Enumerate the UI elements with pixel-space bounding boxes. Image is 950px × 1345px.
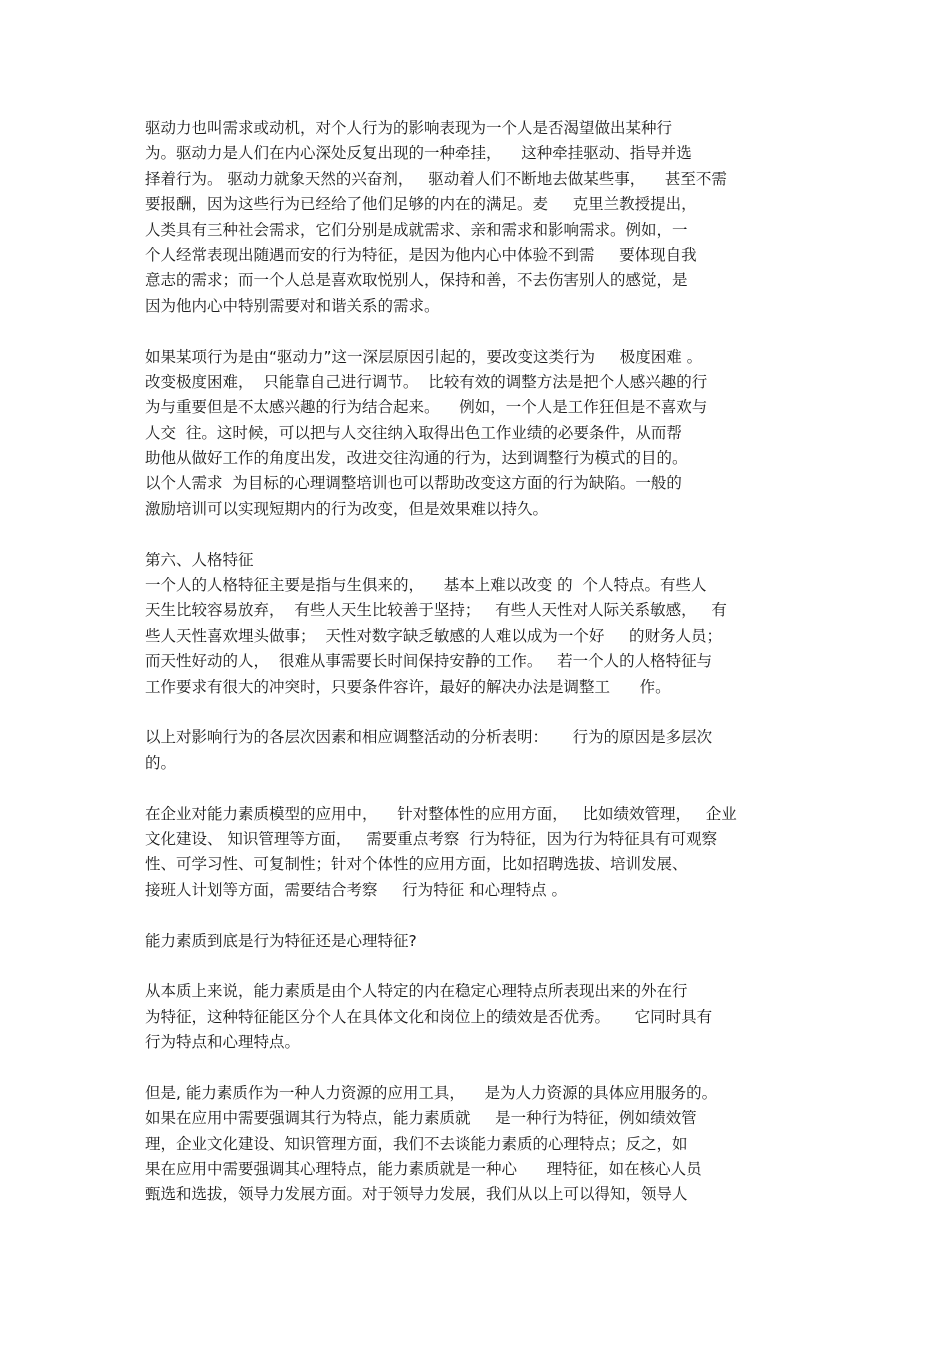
- text-line: 接班人计划等方面，需要结合考察 行为特征 和心理特点 。: [145, 880, 567, 899]
- text-line: 人类具有三种社会需求，它们分别是成就需求、亲和需求和影响需求。例如，一: [145, 220, 688, 239]
- paragraph-however: [145, 1081, 815, 1208]
- text-line: 些人天性喜欢埋头做事； 天性对数字缺乏敏感的人难以成为一个好 的财务人员；: [145, 626, 722, 645]
- text-line: 行为特点和心理特点。: [145, 1033, 301, 1052]
- paragraph-analysis: [145, 725, 815, 776]
- text-line: 天生比较容易放弃， 有些人天生比较善于坚持； 有些人天性对人际关系敏感， 有: [145, 601, 727, 620]
- text-line: 驱动力也叫需求或动机，对个人行为的影响表现为一个人是否渴望做出某种行: [145, 119, 673, 137]
- paragraph-personality: [145, 548, 815, 700]
- text-line: 以个人需求 为目标的心理调整培训也可以帮助改变这方面的行为缺陷。一般的: [145, 474, 682, 493]
- text-line: 改变极度困难， 只能靠自己进行调节。 比较有效的调整方法是把个人感兴趣的行: [145, 372, 708, 391]
- paragraph-gap: [145, 954, 815, 979]
- text-line: 意志的需求；而一个人总是喜欢取悦别人，保持和善，不去伤害别人的感觉，是: [145, 271, 688, 290]
- text-line: 为与重要但是不太感兴趣的行为结合起来。 例如，一个人是工作狂但是不喜欢与: [145, 398, 708, 417]
- text-line: 择着行为。 驱动力就象天然的兴奋剂， 驱动着人们不断地去做某些事， 甚至不需: [145, 169, 727, 188]
- text-line: 人交 往。这时候，可以把与人交往纳入取得出色工作业绩的必要条件，从而帮: [145, 423, 682, 442]
- text-line: 助他从做好工作的角度出发，改进交往沟通的行为，达到调整行为模式的目的。: [145, 449, 688, 468]
- text-line: 在企业对能力素质模型的应用中， 针对整体性的应用方面， 比如绩效管理， 企业: [145, 804, 737, 823]
- paragraph-gap: [145, 522, 815, 547]
- text-line: 如果某项行为是由“驱动力”这一深层原因引起的，要改变这类行为 极度困难 。: [145, 347, 703, 366]
- text-line: 以上对影响行为的各层次因素和相应调整活动的分析表明： 行为的原因是多层次: [145, 728, 713, 747]
- paragraph-gap: [145, 319, 815, 344]
- text-line: 要报酬，因为这些行为已经给了他们足够的内在的满足。麦 克里兰教授提出，: [145, 195, 697, 214]
- text-line: 一个人的人格特征主要是指与生俱来的， 基本上难以改变 的 个人特点。有些人: [145, 576, 707, 595]
- text-line: 为。驱动力是人们在内心深处反复出现的一种牵挂， 这种牵挂驱动、指导并选: [145, 144, 692, 163]
- section-heading: 第六、人格特征: [145, 550, 254, 569]
- paragraph-gap: [145, 776, 815, 801]
- paragraph-essence: [145, 979, 815, 1055]
- text-line: 工作要求有很大的冲突时，只要条件容许，最好的解决办法是调整工 作。: [145, 677, 671, 696]
- paragraph-application: [145, 802, 815, 904]
- text-line: 从本质上来说，能力素质是由个人特定的内在稳定心理特点所表现出来的外在行: [145, 982, 688, 1001]
- paragraph-gap: [145, 1055, 815, 1080]
- text-line: 个人经常表现出随遇而安的行为特征，是因为他内心中体验不到需 要体现自我: [145, 245, 697, 264]
- paragraph-gap: [145, 903, 815, 928]
- text-line: 但是, 能力素质作为一种人力资源的应用工具， 是为人力资源的具体应用服务的。: [145, 1083, 718, 1102]
- text-line: 理，企业文化建设、知识管理方面，我们不去谈能力素质的心理特点；反之，如: [145, 1134, 688, 1153]
- text-line: 的。: [145, 753, 177, 772]
- text-line: 甄选和选拔，领导力发展方面。对于领导力发展，我们从以上可以得知，领导人: [145, 1185, 688, 1204]
- text-line: 为特征，这种特征能区分个人在具体文化和岗位上的绩效是否优秀。 它同时具有: [145, 1007, 713, 1026]
- text-line: 能力素质到底是行为特征还是心理特征?: [145, 931, 417, 950]
- text-line: 如果在应用中需要强调其行为特点，能力素质就 是一种行为特征，例如绩效管: [145, 1109, 697, 1128]
- document-body: [145, 116, 815, 1208]
- text-line: 而天性好动的人， 很难从事需要长时间保持安静的工作。 若一个人的人格特征与: [145, 652, 713, 671]
- text-line: 因为他内心中特别需要对和谐关系的需求。: [145, 296, 440, 315]
- paragraph-drive: [145, 116, 815, 319]
- text-line: 激励培训可以实现短期内的行为改变，但是效果难以持久。: [145, 499, 549, 518]
- text-line: 果在应用中需要强调其心理特点，能力素质就是一种心 理特征，如在核心人员: [145, 1160, 702, 1179]
- text-line: 性、可学习性、可复制性；针对个体性的应用方面，比如招聘选拔、培训发展、: [145, 855, 688, 874]
- paragraph-gap: [145, 700, 815, 725]
- paragraph-question: [145, 929, 815, 954]
- text-line: 文化建设、 知识管理等方面， 需要重点考察 行为特征，因为行为特征具有可观察: [145, 829, 718, 848]
- paragraph-change-behavior: [145, 345, 815, 523]
